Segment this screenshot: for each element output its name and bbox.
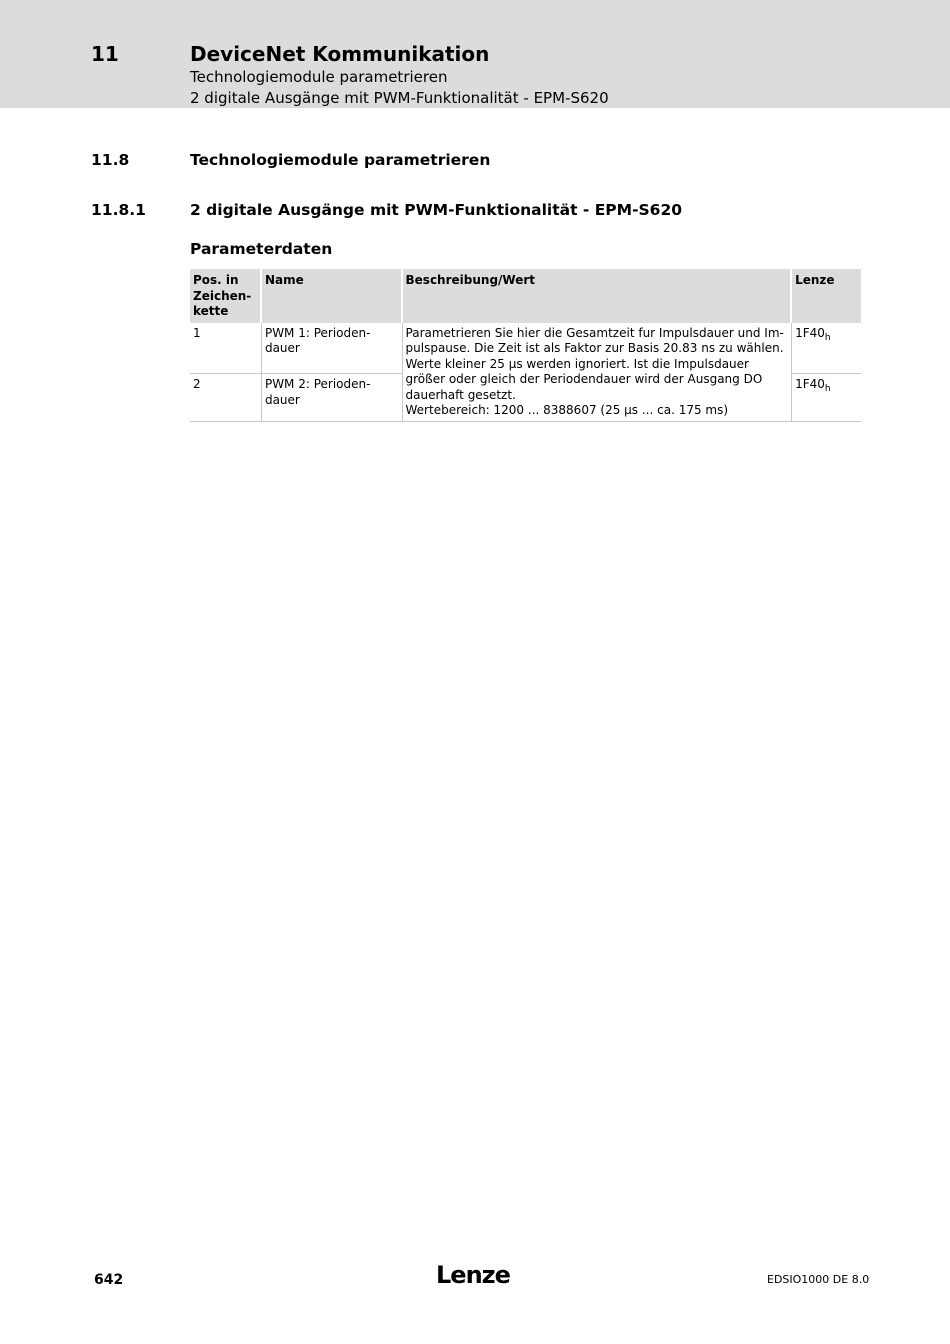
lenze-value: 1F40: [795, 377, 825, 392]
cell-name: PWM 1: Perioden-dauer: [262, 323, 403, 375]
section-number: 11.8: [91, 151, 130, 169]
chapter-number: 11: [91, 42, 119, 66]
subsection-title: 2 digitale Ausgänge mit PWM-Funktionalität - EPM-S620: [190, 201, 683, 219]
document-id: EDSIO1000 DE 8.0: [767, 1273, 870, 1286]
lenze-value: 1F40: [795, 325, 825, 340]
page-number: 642: [94, 1272, 124, 1288]
parameter-table: [190, 269, 861, 422]
column-header-lenze: Lenze: [792, 269, 861, 323]
chapter-title: DeviceNet Kommunikation: [190, 42, 490, 66]
cell-lenze: [792, 323, 861, 375]
hex-suffix: h: [824, 332, 831, 343]
column-header-name: Name: [262, 269, 403, 323]
table-header-row: [190, 269, 861, 323]
header-subtitle-2: 2 digitale Ausgänge mit PWM-Funktionalität - EPM-S620: [190, 89, 609, 107]
cell-name: PWM 2: Perioden-dauer: [262, 374, 403, 421]
subsection-number: 11.8.1: [91, 201, 146, 219]
lenze-logo: Lenze: [436, 1261, 510, 1289]
parameter-heading: Parameterdaten: [190, 240, 333, 258]
column-header-pos: Pos. in Zeichen-kette: [190, 269, 262, 323]
page-header: [0, 0, 950, 108]
description-text: Parametrieren Sie hier die Gesamtzeit fur Impulsdauer und Im-pulspause. Die Zeit ist als Faktor zur Basis 20.83 ns zu wählen. Werte kleiner 25 µs werden ignoriert. Ist die Impulsdauer größer oder gleich der Periodendauer wird der Ausgang DO dauerhaft gesetzt.: [405, 325, 784, 402]
table-row: [190, 323, 861, 375]
cell-description: [403, 323, 793, 422]
header-subtitle-1: Technologiemodule parametrieren: [190, 68, 448, 86]
cell-lenze: [792, 374, 861, 421]
cell-pos: 2: [190, 374, 262, 421]
section-title: Technologiemodule parametrieren: [190, 151, 491, 169]
hex-suffix: h: [824, 384, 831, 395]
value-range: Wertebereich: 1200 ... 8388607 (25 µs ... ca. 175 ms): [405, 403, 729, 417]
cell-pos: 1: [190, 323, 262, 375]
column-header-description: Beschreibung/Wert: [403, 269, 793, 323]
